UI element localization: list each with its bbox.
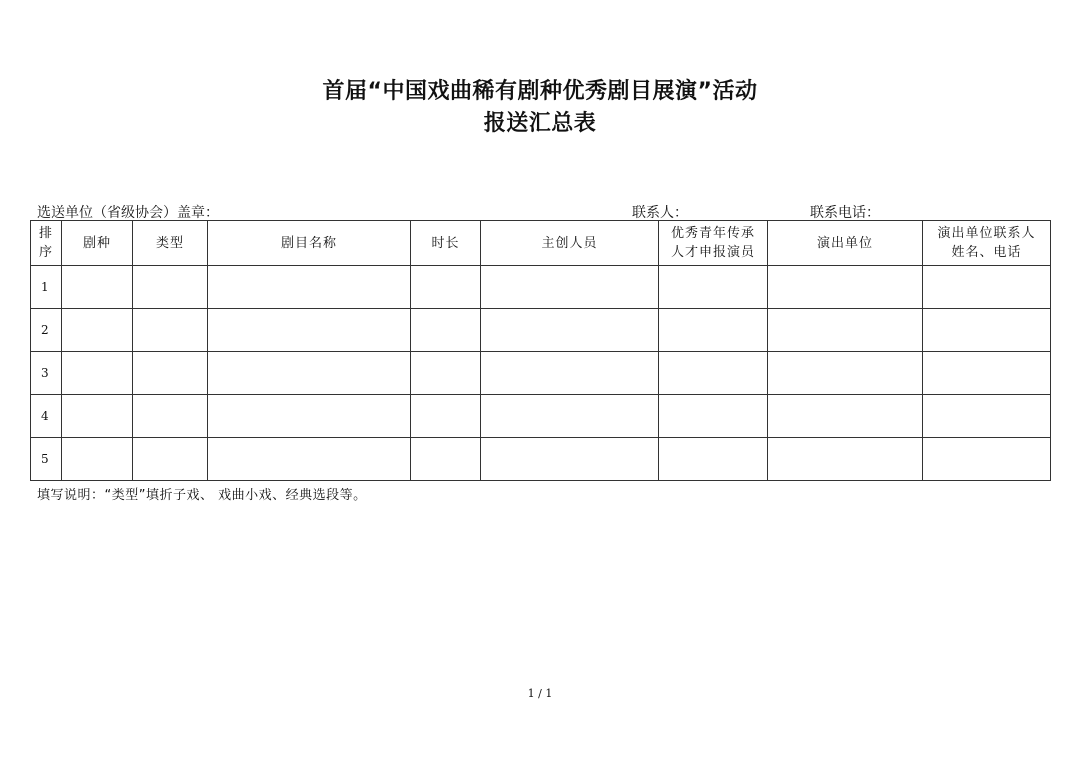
creative-team-cell[interactable]	[481, 309, 659, 352]
contact-person-label: 联系人：	[632, 205, 688, 221]
performing-unit-cell[interactable]	[768, 266, 923, 309]
genre-cell[interactable]	[62, 438, 133, 481]
repertoire-name-cell[interactable]	[208, 266, 411, 309]
table-row	[31, 352, 1051, 395]
row-sequence-cell: 2	[31, 309, 62, 352]
duration-cell[interactable]	[411, 352, 481, 395]
header-opera-genre: 剧种	[62, 221, 133, 266]
genre-cell[interactable]	[62, 352, 133, 395]
table-row	[31, 438, 1051, 481]
table-row	[31, 309, 1051, 352]
genre-cell[interactable]	[62, 266, 133, 309]
repertoire-name-cell[interactable]	[208, 395, 411, 438]
unit-contact-cell[interactable]	[923, 438, 1051, 481]
repertoire-name-cell[interactable]	[208, 309, 411, 352]
duration-cell[interactable]	[411, 309, 481, 352]
young-talent-cell[interactable]	[659, 438, 768, 481]
creative-team-cell[interactable]	[481, 438, 659, 481]
type-cell[interactable]	[133, 438, 208, 481]
row-sequence-cell: 1	[31, 266, 62, 309]
young-talent-cell[interactable]	[659, 395, 768, 438]
unit-contact-cell[interactable]	[923, 395, 1051, 438]
table-header-row	[31, 221, 1051, 266]
header-sequence: 排序	[31, 221, 62, 266]
header-unit-contact: 演出单位联系人姓名、电话	[923, 221, 1051, 266]
type-cell[interactable]	[133, 266, 208, 309]
row-sequence-cell: 5	[31, 438, 62, 481]
header-type: 类型	[133, 221, 208, 266]
performing-unit-cell[interactable]	[768, 352, 923, 395]
table-row	[31, 395, 1051, 438]
creative-team-cell[interactable]	[481, 352, 659, 395]
unit-contact-cell[interactable]	[923, 352, 1051, 395]
genre-cell[interactable]	[62, 395, 133, 438]
row-sequence-cell: 3	[31, 352, 62, 395]
filling-instructions: 填写说明：“类型”填折子戏、 戏曲小戏、经典选段等。	[37, 488, 367, 503]
row-sequence-cell: 4	[31, 395, 62, 438]
repertoire-name-cell[interactable]	[208, 438, 411, 481]
type-cell[interactable]	[133, 395, 208, 438]
young-talent-cell[interactable]	[659, 352, 768, 395]
document-title: 首届“中国戏曲稀有剧种优秀剧目展演”活动	[322, 79, 758, 104]
header-creative-team: 主创人员	[481, 221, 659, 266]
performing-unit-cell[interactable]	[768, 309, 923, 352]
creative-team-cell[interactable]	[481, 266, 659, 309]
submitting-unit-label: 选送单位（省级协会）盖章：	[37, 205, 219, 221]
young-talent-cell[interactable]	[659, 266, 768, 309]
young-talent-cell[interactable]	[659, 309, 768, 352]
type-cell[interactable]	[133, 309, 208, 352]
page-number: 1 / 1	[527, 687, 553, 700]
unit-contact-cell[interactable]	[923, 309, 1051, 352]
table-row	[31, 266, 1051, 309]
performing-unit-cell[interactable]	[768, 438, 923, 481]
genre-cell[interactable]	[62, 309, 133, 352]
repertoire-name-cell[interactable]	[208, 352, 411, 395]
duration-cell[interactable]	[411, 395, 481, 438]
document-subtitle: 报送汇总表	[483, 111, 597, 136]
creative-team-cell[interactable]	[481, 395, 659, 438]
duration-cell[interactable]	[411, 438, 481, 481]
report-summary-table	[30, 220, 1051, 481]
header-repertoire-name: 剧目名称	[208, 221, 411, 266]
type-cell[interactable]	[133, 352, 208, 395]
performing-unit-cell[interactable]	[768, 395, 923, 438]
unit-contact-cell[interactable]	[923, 266, 1051, 309]
header-young-talent-performers: 优秀青年传承人才申报演员	[659, 221, 768, 266]
duration-cell[interactable]	[411, 266, 481, 309]
header-duration: 时长	[411, 221, 481, 266]
header-performing-unit: 演出单位	[768, 221, 923, 266]
contact-phone-label: 联系电话：	[810, 205, 880, 221]
